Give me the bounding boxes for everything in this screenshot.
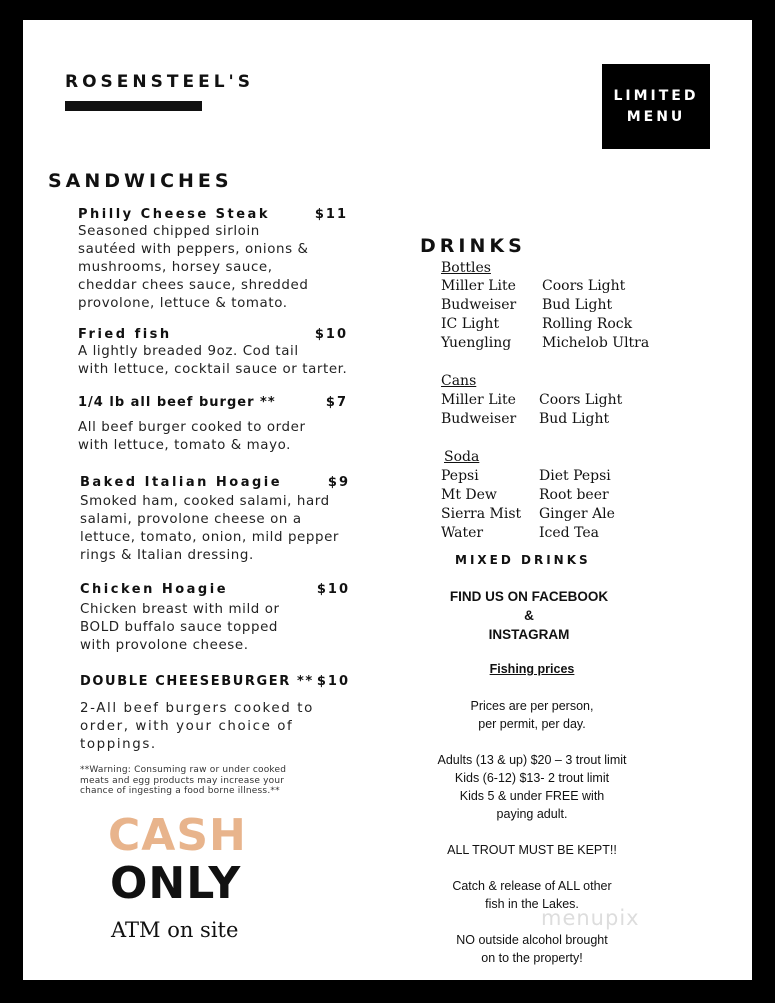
fishing-prices-title: Fishing prices [489, 662, 575, 676]
sandwiches-title: SANDWICHES [48, 170, 233, 192]
desc-line: All beef burger cooked to order [78, 420, 306, 435]
desc-line: with lettuce, tomato & mayo. [78, 438, 292, 453]
item-name-double-cheeseburger: DOUBLE CHEESEBURGER ** [80, 674, 314, 689]
drink-item: Budweiser [441, 297, 517, 313]
drink-item: Yuengling [441, 335, 512, 351]
item-price-philly: $11 [314, 207, 348, 222]
item-desc-chicken-hoagie [80, 601, 280, 655]
cans-right-list [539, 391, 622, 429]
drink-item: Mt Dew [441, 487, 497, 503]
badge-line-2: MENU [626, 108, 686, 125]
atm-text: ATM on site [111, 918, 239, 942]
brand-name: ROSENSTEEL'S [65, 72, 254, 92]
fishing-line: per permit, per day. [478, 717, 586, 731]
fishing-spacer [413, 823, 651, 841]
drink-item: Coors Light [539, 392, 623, 408]
mixed-drinks-label: MIXED DRINKS [455, 553, 591, 567]
desc-line: BOLD buffalo sauce topped [80, 620, 279, 635]
soda-right-list [539, 467, 615, 543]
bottles-heading: Bottles [441, 260, 491, 276]
desc-line: A lightly breaded 9oz. Cod tail [78, 344, 299, 359]
fishing-line: fish in the Lakes. [485, 897, 579, 911]
desc-line: mushrooms, horsey sauce, [78, 260, 273, 275]
fishing-line: Prices are per person, [470, 699, 594, 713]
drinks-title: DRINKS [420, 235, 526, 257]
menu-page [23, 20, 752, 980]
item-desc-philly [78, 223, 309, 313]
desc-line: sautéed with peppers, onions & [78, 242, 309, 257]
drink-item: Bud Light [542, 297, 613, 313]
warning-line: chance of ingesting a food borne illness.** [80, 786, 280, 796]
drink-item: Bud Light [539, 411, 610, 427]
fishing-line: Kids 5 & under FREE with [459, 789, 605, 803]
desc-line: order, with your choice of [80, 719, 294, 734]
desc-line: Smoked ham, cooked salami, hard [80, 494, 330, 509]
desc-line: Chicken breast with mild or [80, 602, 280, 617]
fishing-line: Catch & release of ALL other [452, 879, 612, 893]
desc-line: Seasoned chipped sirloin [78, 224, 260, 239]
item-price-fried-fish: $10 [314, 327, 348, 342]
item-price-beef-burger: $7 [325, 395, 348, 410]
item-price-italian-hoagie: $9 [327, 475, 350, 490]
item-desc-italian-hoagie [80, 493, 339, 565]
drink-item: Ginger Ale [539, 506, 615, 522]
desc-line: cheddar chees sauce, shredded [78, 278, 309, 293]
item-name-philly: Philly Cheese Steak [78, 207, 270, 222]
social-block [413, 587, 645, 644]
bottles-right-list [542, 277, 649, 353]
drink-item: Miller Lite [441, 278, 516, 294]
item-name-fried-fish: Fried fish [78, 327, 172, 342]
menupix-watermark: menupix [541, 906, 640, 930]
social-instagram: INSTAGRAM [488, 627, 570, 642]
desc-line: with lettuce, cocktail sauce or tarter. [78, 362, 348, 377]
warning-line: meats and egg products may increase your [80, 775, 285, 786]
drink-item: Root beer [539, 487, 609, 503]
soda-heading: Soda [444, 449, 480, 465]
drink-item: Iced Tea [539, 525, 599, 541]
item-price-chicken-hoagie: $10 [316, 582, 350, 597]
drink-item: Pepsi [441, 468, 479, 484]
fishing-line: Kids (6-12) $13- 2 trout limit [454, 771, 610, 785]
drink-item: Coors Light [542, 278, 626, 294]
fishing-line: paying adult. [496, 807, 568, 821]
desc-line: salami, provolone cheese on a [80, 512, 302, 527]
drink-item: Diet Pepsi [539, 468, 611, 484]
item-desc-beef-burger [78, 419, 306, 455]
desc-line: with provolone cheese. [80, 638, 249, 653]
drink-item: Rolling Rock [542, 316, 633, 332]
fishing-spacer [413, 859, 651, 877]
fishing-spacer [413, 733, 651, 751]
limited-menu-badge [602, 64, 710, 149]
desc-line: toppings. [80, 737, 157, 752]
cans-heading: Cans [441, 373, 477, 389]
drink-item: Water [441, 525, 484, 541]
social-facebook: FIND US ON FACEBOOK [449, 589, 609, 604]
bottles-left-list [441, 277, 516, 353]
food-warning [80, 765, 286, 797]
drink-item: Sierra Mist [441, 506, 522, 522]
drink-item: Michelob Ultra [542, 335, 650, 351]
desc-line: rings & Italian dressing. [80, 548, 254, 563]
drink-item: IC Light [441, 316, 500, 332]
fishing-line: ALL TROUT MUST BE KEPT!! [447, 843, 617, 857]
item-desc-double-cheeseburger [80, 700, 314, 754]
badge-line-1: LIMITED [613, 87, 699, 104]
item-name-chicken-hoagie: Chicken Hoagie [80, 582, 229, 597]
item-desc-fried-fish [78, 343, 347, 379]
desc-line: lettuce, tomato, onion, mild pepper [80, 530, 340, 545]
fishing-line: on to the property! [481, 951, 583, 965]
social-ampersand: & [524, 608, 534, 623]
desc-line: provolone, lettuce & tomato. [78, 296, 288, 311]
drink-item: Miller Lite [441, 392, 516, 408]
only-text: ONLY [110, 858, 242, 909]
warning-line: **Warning: Consuming raw or under cooked [80, 765, 287, 775]
drink-item: Budweiser [441, 411, 517, 427]
item-price-double-cheeseburger: $10 [316, 674, 350, 689]
soda-left-list [441, 467, 521, 543]
item-name-beef-burger: 1/4 lb all beef burger ** [78, 395, 276, 410]
item-name-italian-hoagie: Baked Italian Hoagie [80, 475, 283, 490]
fishing-line: NO outside alcohol brought [456, 933, 608, 947]
desc-line: 2-All beef burgers cooked to [80, 701, 314, 716]
fishing-line: Adults (13 & up) $20 – 3 trout limit [437, 753, 627, 767]
brand-underline-bar [65, 101, 202, 111]
cash-text: CASH [108, 810, 247, 861]
cans-left-list [441, 391, 516, 429]
